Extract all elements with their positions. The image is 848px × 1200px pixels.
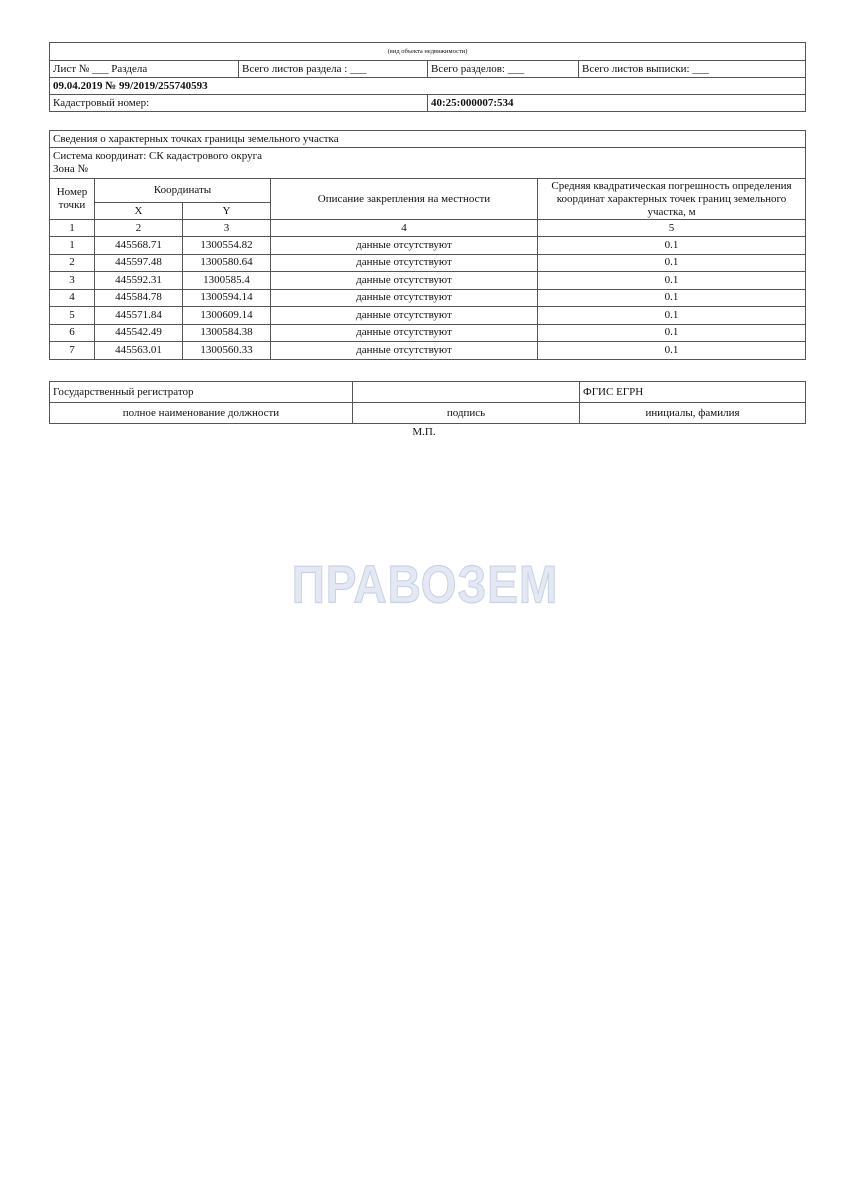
col-point-number: Номер точки xyxy=(50,179,95,220)
description-value: данные отсутствуют xyxy=(271,289,538,307)
error-value: 0.1 xyxy=(538,342,806,360)
signature-table xyxy=(49,381,806,424)
boundary-points-table xyxy=(49,130,806,360)
table-row xyxy=(50,254,806,272)
zone-label: Зона № xyxy=(53,163,89,175)
description-value: данные отсутствуют xyxy=(271,342,538,360)
error-value: 0.1 xyxy=(538,254,806,272)
coordinate-system-block xyxy=(50,148,806,179)
error-value: 0.1 xyxy=(538,289,806,307)
sheet-number: Лист № ___ Раздела xyxy=(50,61,239,78)
table-row xyxy=(50,307,806,325)
description-value: данные отсутствуют xyxy=(271,324,538,342)
point-number: 1 xyxy=(50,237,95,255)
description-value: данные отсутствуют xyxy=(271,237,538,255)
y-value: 1300560.33 xyxy=(183,342,271,360)
description-value: данные отсутствуют xyxy=(271,254,538,272)
cadastral-label: Кадастровый номер: xyxy=(50,95,428,112)
col-x: X xyxy=(95,203,183,220)
col-description: Описание закрепления на местности xyxy=(271,179,538,220)
table-row xyxy=(50,272,806,290)
column-number: 1 xyxy=(50,220,95,237)
position-caption: полное наименование должности xyxy=(50,403,353,424)
header-table xyxy=(49,42,806,112)
description-value: данные отсутствуют xyxy=(271,307,538,325)
x-value: 445597.48 xyxy=(95,254,183,272)
col-y: Y xyxy=(183,203,271,220)
x-value: 445542.49 xyxy=(95,324,183,342)
column-number: 4 xyxy=(271,220,538,237)
error-value: 0.1 xyxy=(538,307,806,325)
x-value: 445563.01 xyxy=(95,342,183,360)
section-title: Сведения о характерных точках границы земельного участка xyxy=(50,131,806,148)
x-value: 445592.31 xyxy=(95,272,183,290)
sheets-total: Всего листов выписки: ___ xyxy=(579,61,806,78)
point-number: 3 xyxy=(50,272,95,290)
record-id: 09.04.2019 № 99/2019/255740593 xyxy=(50,78,806,95)
name-value: ФГИС ЕГРН xyxy=(580,382,806,403)
signature-field xyxy=(353,382,580,403)
sheets-in-section: Всего листов раздела : ___ xyxy=(239,61,428,78)
y-value: 1300609.14 xyxy=(183,307,271,325)
point-number: 4 xyxy=(50,289,95,307)
error-value: 0.1 xyxy=(538,272,806,290)
name-caption: инициалы, фамилия xyxy=(580,403,806,424)
x-value: 445584.78 xyxy=(95,289,183,307)
point-number: 6 xyxy=(50,324,95,342)
table-row xyxy=(50,289,806,307)
y-value: 1300580.64 xyxy=(183,254,271,272)
point-number: 2 xyxy=(50,254,95,272)
position-value: Государственный регистратор xyxy=(50,382,353,403)
x-value: 445571.84 xyxy=(95,307,183,325)
error-value: 0.1 xyxy=(538,324,806,342)
object-kind-caption: (вид объекта недвижимости) xyxy=(50,43,806,61)
signature-caption: подпись xyxy=(353,403,580,424)
point-number: 5 xyxy=(50,307,95,325)
stamp-place: М.П. xyxy=(412,426,436,438)
table-row xyxy=(50,342,806,360)
y-value: 1300585.4 xyxy=(183,272,271,290)
table-row xyxy=(50,237,806,255)
column-number: 5 xyxy=(538,220,806,237)
col-error: Средняя квадратическая погрешность определения координат характерных точек границ земельного участка, м xyxy=(538,179,806,220)
description-value: данные отсутствуют xyxy=(271,272,538,290)
watermark: ПРАВОЗЕМ xyxy=(291,554,559,614)
table-row xyxy=(50,324,806,342)
column-number: 3 xyxy=(183,220,271,237)
coordinate-system: Система координат: СК кадастрового округа xyxy=(53,150,263,162)
column-number: 2 xyxy=(95,220,183,237)
cadastral-number: 40:25:000007:534 xyxy=(428,95,806,112)
column-number-row xyxy=(50,220,806,237)
col-coordinates: Координаты xyxy=(95,179,271,203)
error-value: 0.1 xyxy=(538,237,806,255)
sections-total: Всего разделов: ___ xyxy=(428,61,579,78)
y-value: 1300554.82 xyxy=(183,237,271,255)
x-value: 445568.71 xyxy=(95,237,183,255)
y-value: 1300594.14 xyxy=(183,289,271,307)
point-number: 7 xyxy=(50,342,95,360)
y-value: 1300584.38 xyxy=(183,324,271,342)
